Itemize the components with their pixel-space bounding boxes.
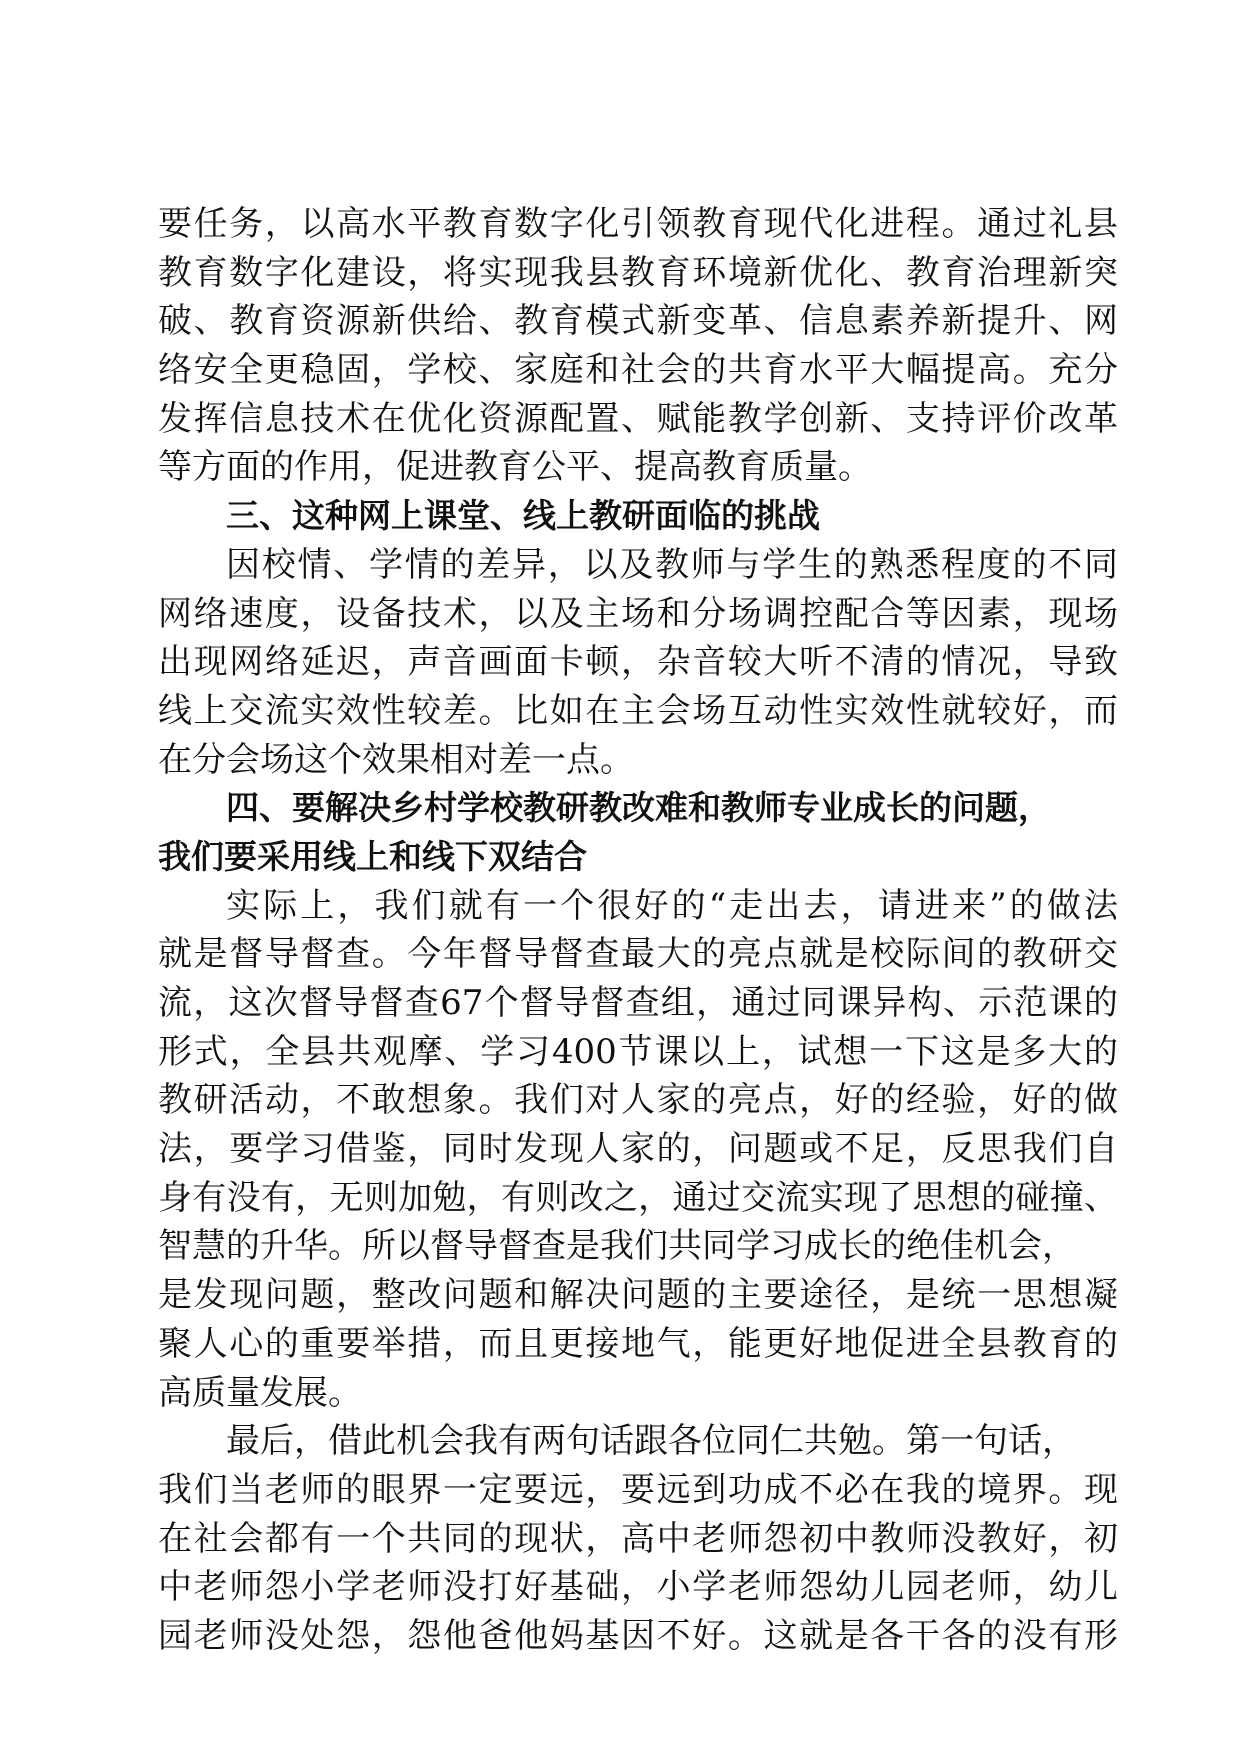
- paragraph-line: 发挥信息技术在优化资源配置、赋能教学创新、支持评价改革: [158, 398, 1118, 439]
- paragraph-line: 流，这次督导督查67个督导督查组，通过同课异构、示范课的: [158, 983, 1118, 1023]
- paragraph-line: 聚人心的重要举措，而且更接地气，能更好地促进全县教育的: [158, 1323, 1118, 1364]
- paragraph-line: 就是督导督查。今年督导督查最大的亮点就是校际间的教研交: [158, 934, 1118, 975]
- paragraph-line: 破、教育资源新供给、教育模式新变革、信息素养新提升、网: [158, 301, 1118, 342]
- section-heading-line: 三、这种网上课堂、线上教研面临的挑战: [226, 496, 820, 536]
- paragraph-line: 络安全更稳固，学校、家庭和社会的共育水平大幅提高。充分: [158, 350, 1118, 391]
- paragraph-line: 等方面的作用，促进教育公平、提高教育质量。: [158, 447, 872, 488]
- section-heading-line: 四、要解决乡村学校教研教改难和教师专业成长的问题，: [226, 788, 1051, 828]
- paragraph-line: 园老师没处怨，怨他爸他妈基因不好。这就是各干各的没有形: [158, 1615, 1118, 1656]
- paragraph-line: 高质量发展。: [158, 1372, 362, 1413]
- paragraph-line: 网络速度，设备技术，以及主场和分场调控配合等因素，现场: [158, 593, 1118, 634]
- paragraph-line: 出现网络延迟，声音画面卡顿，杂音较大听不清的情况，导致: [158, 642, 1118, 683]
- paragraph-line: 要任务，以高水平教育数字化引领教育现代化进程。通过礼县: [158, 204, 1118, 244]
- paragraph-line: 实际上，我们就有一个很好的“走出去，请进来”的做法: [226, 885, 1118, 926]
- paragraph-line: 在社会都有一个共同的现状，高中老师怨初中教师没教好，初: [158, 1518, 1118, 1559]
- paragraph-line: 是发现问题，整改问题和解决问题的主要途径，是统一思想凝: [158, 1275, 1118, 1316]
- paragraph-line: 身有没有，无则加勉，有则改之，通过交流实现了思想的碰撞、: [158, 1177, 1118, 1218]
- section-heading-line: 我们要采用线上和线下双结合: [158, 836, 587, 876]
- paragraph-line: 线上交流实效性较差。比如在主会场互动性实效性就较好，而: [158, 690, 1118, 731]
- document-body: [158, 200, 1118, 1661]
- paragraph-line: 法，要学习借鉴，同时发现人家的，问题或不足，反思我们自: [158, 1129, 1118, 1170]
- paragraph-line: 形式，全县共观摩、学习400节课以上，试想一下这是多大的: [158, 1031, 1118, 1072]
- paragraph-line: 智慧的升华。所以督导督查是我们共同学习成长的绝佳机会，: [158, 1226, 1076, 1267]
- paragraph-line: 因校情、学情的差异，以及教师与学生的熟悉程度的不同: [226, 544, 1118, 585]
- paragraph-line: 最后，借此机会我有两句话跟各位同仁共勉。第一句话，: [226, 1421, 1076, 1462]
- paragraph-line: 在分会场这个效果相对差一点。: [158, 739, 634, 780]
- paragraph-line: 教育数字化建设，将实现我县教育环境新优化、教育治理新突: [158, 252, 1118, 293]
- paragraph-line: 教研活动，不敢想象。我们对人家的亮点，好的经验，好的做: [158, 1080, 1118, 1121]
- paragraph-line: 我们当老师的眼界一定要远，要远到功成不必在我的境界。现: [158, 1469, 1118, 1510]
- paragraph-line: 中老师怨小学老师没打好基础，小学老师怨幼儿园老师，幼儿: [158, 1567, 1118, 1608]
